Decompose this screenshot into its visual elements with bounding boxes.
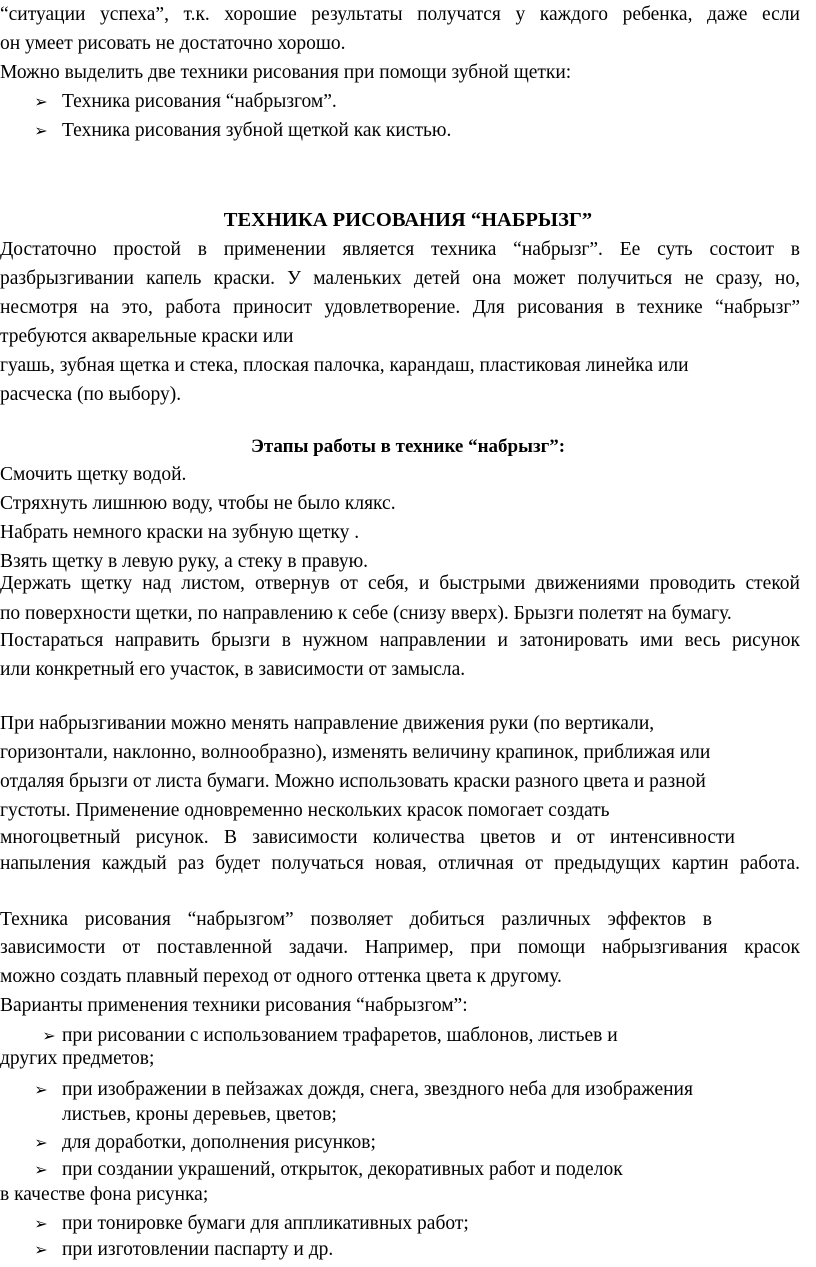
para3-line-2: зависимости от поставленной задачи. Например, при помощи набрызгивания красок — [0, 937, 800, 958]
para2-line-5: многоцветный рисунок. В зависимости количества цветов и от интенсивности — [0, 827, 735, 848]
variant-5-line-1: при тонировке бумаги для аппликативных работ; — [62, 1213, 469, 1234]
intro-bullet-2: Техника рисования зубной щеткой как кистью. — [62, 120, 452, 141]
stage-line-2: Стряхнуть лишнюю воду, чтобы не было клякс. — [0, 493, 396, 514]
section-para-line-2: разбрызгивании капель краски. У маленьких детей она может получиться не сразу, но, — [0, 268, 800, 289]
section-para-line-3: несмотря на это, работа приносит удовлетворение. Для рисования в технике “набрызг” — [0, 297, 800, 318]
intro-line-1: “ситуации успеха”, т.к. хорошие результаты получатся у каждого ребенка, даже если — [0, 4, 800, 25]
section-para-line-6: расческа (по выбору). — [0, 384, 182, 405]
para2-line-1: При набрызгивании можно менять направление движения руки (по вертикали, — [0, 713, 655, 734]
intro-line-3: Можно выделить две техники рисования при помощи зубной щетки: — [0, 62, 572, 83]
para3-line-1: Техника рисования “набрызгом” позволяет добиться различных эффектов в — [0, 909, 712, 930]
section-para-line-4: требуются акварельные краски или — [0, 326, 294, 347]
bullet-arrow-icon: ➢ — [34, 1080, 48, 1099]
bullet-arrow-icon: ➢ — [34, 1133, 48, 1152]
intro-bullet-1: Техника рисования “набрызгом”. — [62, 91, 337, 112]
para3-line-4: Варианты применения техники рисования “набрызгом”: — [0, 995, 468, 1016]
stage-line-1: Смочить щетку водой. — [0, 464, 187, 485]
bullet-arrow-icon: ➢ — [34, 1214, 48, 1233]
variant-6-line-1: при изготовлении паспарту и др. — [62, 1239, 334, 1260]
stage-line-5: Держать щетку над листом, отвернув от себя, и быстрыми движениями проводить стекой — [0, 573, 800, 594]
stage-line-8: или конкретный его участок, в зависимости от замысла. — [0, 659, 466, 680]
section-para-line-5: гуашь, зубная щетка и стека, плоская палочка, карандаш, пластиковая линейка или — [0, 355, 689, 376]
para2-line-6: напыления каждый раз будет получаться новая, отличная от предыдущих картин работа. — [0, 853, 800, 874]
bullet-arrow-icon: ➢ — [34, 1160, 48, 1179]
para2-line-3: отдаляя брызги от листа бумаги. Можно использовать краски разного цвета и разной — [0, 771, 706, 792]
bullet-arrow-icon: ➢ — [34, 1240, 48, 1259]
variant-2-line-1: при изображении в пейзажах дождя, снега, звездного неба для изображения — [62, 1079, 693, 1100]
bullet-arrow-icon: ➢ — [34, 92, 48, 111]
stage-line-7: Постараться направить брызги в нужном направлении и затонировать ими весь рисунок — [0, 630, 800, 651]
variant-2-line-2: листьев, кроны деревьев, цветов; — [62, 1104, 337, 1125]
stages-title: Этапы работы в технике “набрызг”: — [250, 436, 566, 457]
stage-line-6: по поверхности щетки, по направлению к себе (снизу вверх). Брызги полетят на бумагу. — [0, 603, 732, 624]
stage-line-3: Набрать немного краски на зубную щетку . — [0, 522, 360, 543]
para3-line-3: можно создать плавный переход от одного оттенка цвета к другому. — [0, 966, 562, 987]
stage-line-4: Взять щетку в левую руку, а стеку в правую. — [0, 551, 369, 572]
section-title: ТЕХНИКА РИСОВАНИЯ “НАБРЫЗГ” — [223, 209, 593, 231]
variant-4-line-1: при создании украшений, открыток, декоративных работ и поделок — [62, 1159, 623, 1180]
variant-1-line-2: других предметов; — [0, 1048, 155, 1069]
para2-line-4: густоты. Применение одновременно нескольких красок помогает создать — [0, 800, 610, 821]
section-para-line-1: Достаточно простой в применении является техника “набрызг”. Ее суть состоит в — [0, 239, 800, 260]
variant-3-line-1: для доработки, дополнения рисунков; — [62, 1132, 376, 1153]
variant-4-line-2: в качестве фона рисунка; — [0, 1184, 209, 1205]
bullet-arrow-icon: ➢ — [34, 121, 48, 140]
para2-line-2: горизонтали, наклонно, волнообразно), изменять величину крапинок, приближая или — [0, 742, 711, 763]
variant-1-line-1: при рисовании с использованием трафаретов, шаблонов, листьев и — [62, 1025, 618, 1046]
intro-line-2: он умеет рисовать не достаточно хорошо. — [0, 33, 346, 54]
bullet-arrow-icon: ➢ — [42, 1026, 56, 1045]
